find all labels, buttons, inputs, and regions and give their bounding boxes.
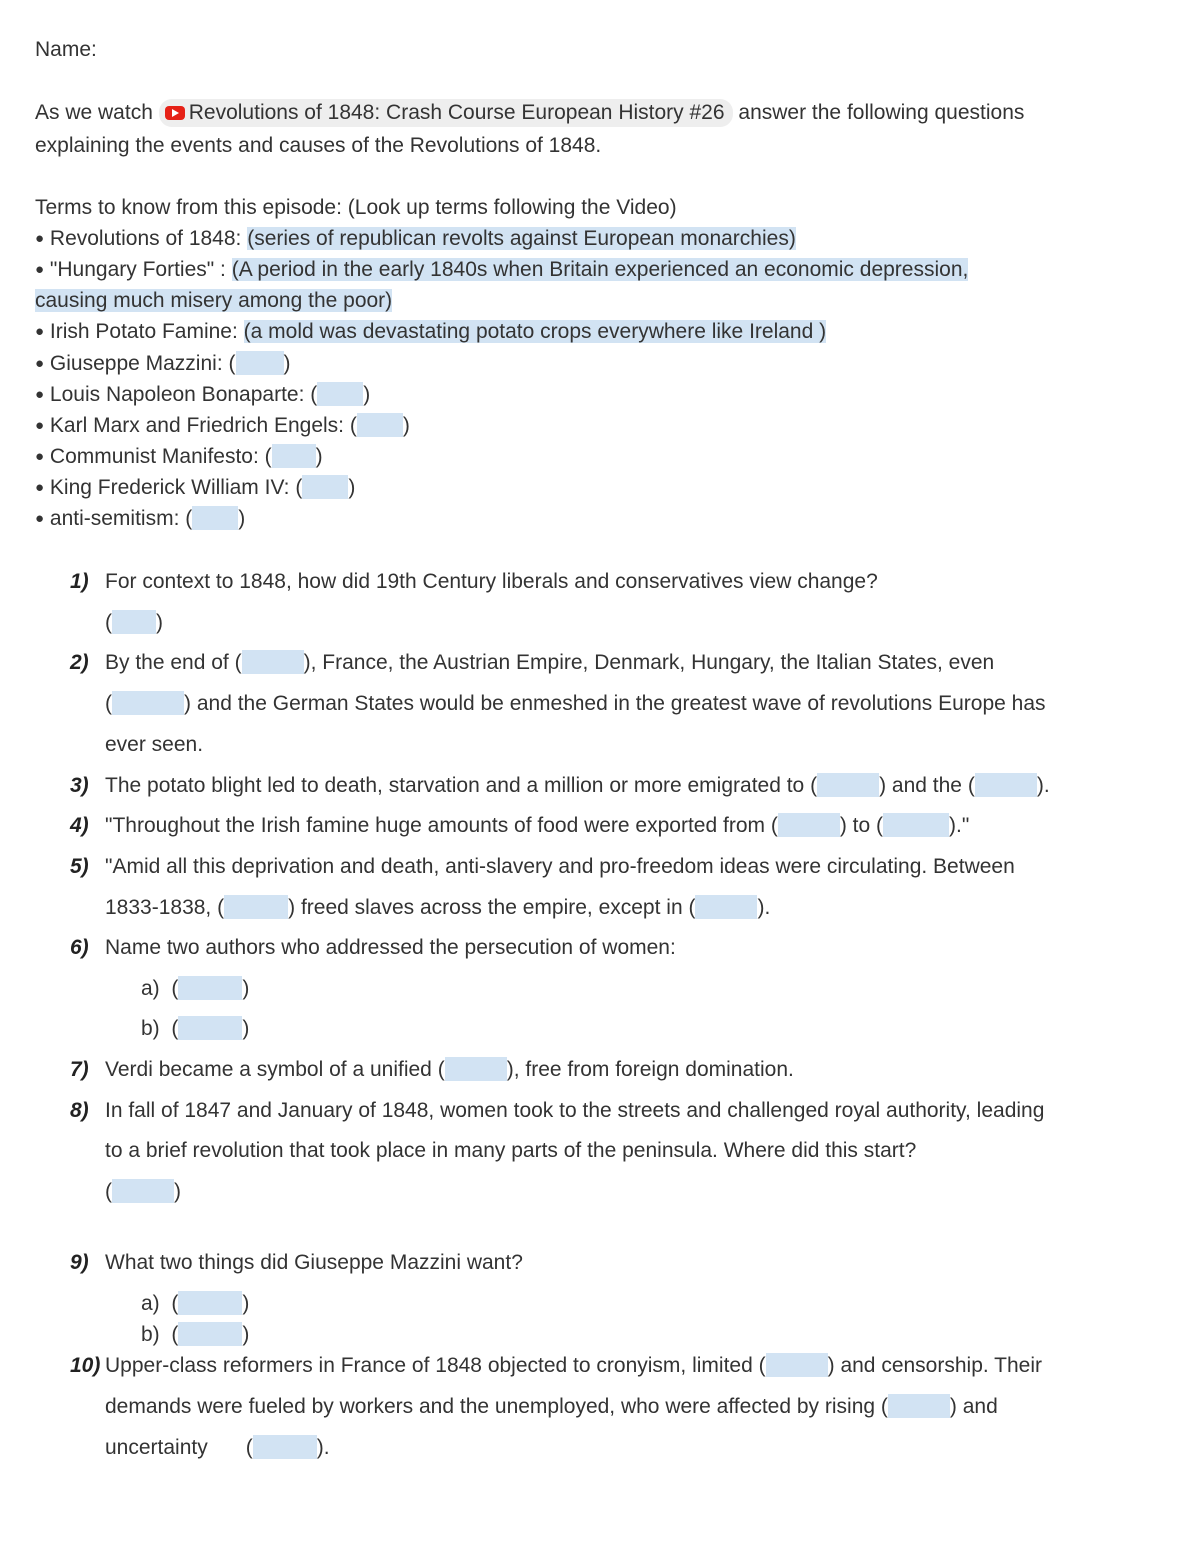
question-text: Verdi became a symbol of a unified bbox=[105, 1058, 438, 1081]
paren-open: ( bbox=[295, 476, 303, 499]
term-item bbox=[35, 475, 355, 501]
paren-close: ) bbox=[156, 611, 163, 634]
paren-open: ( bbox=[105, 611, 112, 634]
paren-open: ( bbox=[758, 1354, 766, 1377]
answer-blank[interactable] bbox=[357, 413, 403, 437]
bullet-icon: ● bbox=[35, 230, 45, 247]
question-number: 4) bbox=[70, 814, 89, 837]
answer-blank[interactable] bbox=[883, 813, 949, 837]
question-9-option-a bbox=[141, 1291, 249, 1317]
term-item bbox=[35, 257, 968, 283]
paren-close: ) bbox=[949, 814, 957, 837]
video-title[interactable]: Revolutions of 1848: Crash Course European History #26 bbox=[188, 101, 725, 124]
name-label: Name: bbox=[35, 38, 97, 61]
paren-close: ) bbox=[242, 977, 250, 1000]
bullet-icon: ● bbox=[35, 417, 45, 434]
answer-blank[interactable] bbox=[695, 895, 757, 919]
question-number: 5) bbox=[70, 855, 89, 878]
answer-blank[interactable] bbox=[224, 895, 288, 919]
question-text: . bbox=[1043, 774, 1050, 797]
question-text: . bbox=[323, 1436, 330, 1459]
term-item bbox=[35, 319, 826, 345]
question-7-text bbox=[105, 1057, 794, 1083]
question-8-answer bbox=[105, 1179, 181, 1205]
answer-blank[interactable] bbox=[272, 444, 316, 468]
question-5-line-2 bbox=[105, 895, 770, 921]
term-item bbox=[35, 413, 410, 439]
paren-close: ) bbox=[949, 1395, 957, 1418]
term-label: Revolutions of 1848: bbox=[49, 227, 248, 250]
question-1-answer bbox=[105, 610, 163, 636]
bullet-icon: ● bbox=[35, 479, 45, 496]
paren-open: ( bbox=[810, 774, 818, 797]
question-10-line-3 bbox=[105, 1435, 330, 1461]
paren-close: ) bbox=[506, 1058, 514, 1081]
paren-open: ( bbox=[876, 814, 884, 837]
question-text: The potato blight led to death, starvation and a million or more emigrated to bbox=[105, 774, 811, 797]
bullet-icon: ● bbox=[35, 386, 45, 403]
question-number: 7) bbox=[70, 1058, 89, 1081]
answer-blank[interactable] bbox=[178, 1016, 242, 1040]
paren-close: ) bbox=[402, 414, 410, 437]
paren-close: ) bbox=[827, 1354, 835, 1377]
paren-open: ( bbox=[245, 1436, 253, 1459]
paren-open: ( bbox=[349, 414, 357, 437]
paren-close: ) bbox=[1036, 774, 1044, 797]
intro-line-2: explaining the events and causes of the Revolutions of 1848. bbox=[35, 134, 602, 157]
question-text: 1833-1838, bbox=[105, 896, 218, 919]
paren-open: ( bbox=[437, 1058, 445, 1081]
paren-open: ( bbox=[967, 774, 975, 797]
question-text: , France, the Austrian Empire, Denmark, Hungary, the Italian States, even bbox=[310, 651, 995, 674]
term-item bbox=[35, 506, 245, 532]
question-text: ." bbox=[956, 814, 970, 837]
question-number: 10) bbox=[70, 1354, 101, 1377]
answer-blank[interactable] bbox=[192, 506, 238, 530]
intro-prefix: As we watch bbox=[35, 101, 153, 124]
term-answer[interactable]: (series of republican revolts against European monarchies) bbox=[247, 227, 796, 250]
paren-close: ) bbox=[839, 814, 847, 837]
question-8-line-1: In fall of 1847 and January of 1848, women took to the streets and challenged royal authority, leading bbox=[105, 1099, 1045, 1122]
terms-heading: Terms to know from this episode: (Look up terms following the Video) bbox=[35, 196, 677, 219]
paren-open: ( bbox=[770, 814, 778, 837]
answer-blank[interactable] bbox=[242, 650, 304, 674]
paren-close: ) bbox=[288, 896, 296, 919]
question-3-text bbox=[105, 773, 1050, 799]
answer-blank[interactable] bbox=[178, 1322, 242, 1346]
answer-blank[interactable] bbox=[178, 976, 242, 1000]
question-text: Upper-class reformers in France of 1848 objected to cronyism, limited bbox=[105, 1354, 759, 1377]
bullet-icon: ● bbox=[35, 323, 45, 340]
question-6-text: Name two authors who addressed the persecution of women: bbox=[105, 936, 676, 959]
question-number: 1) bbox=[70, 570, 89, 593]
question-text: and bbox=[956, 1395, 998, 1418]
question-text: and the bbox=[886, 774, 968, 797]
intro-suffix: answer the following questions bbox=[738, 101, 1025, 124]
question-6-option-b bbox=[141, 1016, 249, 1042]
question-text: demands were fueled by workers and the unemployed, who were affected by rising bbox=[105, 1395, 881, 1418]
question-text: , free from foreign domination. bbox=[513, 1058, 794, 1081]
question-2-line-1 bbox=[105, 650, 994, 676]
term-label: King Frederick William IV: bbox=[49, 476, 296, 499]
question-number: 2) bbox=[70, 651, 89, 674]
question-text: . bbox=[764, 896, 771, 919]
answer-blank[interactable] bbox=[302, 475, 348, 499]
answer-blank[interactable] bbox=[766, 1353, 828, 1377]
question-text: to bbox=[846, 814, 877, 837]
option-label: b) bbox=[141, 1323, 160, 1346]
paren-close: ) bbox=[174, 1180, 181, 1203]
question-9-text: What two things did Giuseppe Mazzini want? bbox=[105, 1251, 523, 1274]
answer-blank[interactable] bbox=[112, 1179, 174, 1203]
question-text: "Throughout the Irish famine huge amounts of food were exported from bbox=[105, 814, 771, 837]
answer-blank[interactable] bbox=[778, 813, 840, 837]
term-answer-continued bbox=[35, 288, 392, 314]
question-text: uncertainty bbox=[105, 1436, 208, 1459]
paren-open: ( bbox=[105, 692, 112, 715]
question-text: freed slaves across the empire, except in bbox=[295, 896, 689, 919]
paren-open: ( bbox=[688, 896, 696, 919]
term-item bbox=[35, 382, 370, 408]
term-item bbox=[35, 226, 796, 252]
question-10-line-1 bbox=[105, 1353, 1042, 1379]
paren-open: ( bbox=[234, 651, 242, 674]
term-label: Karl Marx and Friedrich Engels: bbox=[49, 414, 350, 437]
answer-blank[interactable] bbox=[445, 1057, 507, 1081]
term-answer[interactable]: (a mold was devastating potato crops everywhere like Ireland ) bbox=[243, 320, 827, 343]
term-label: Louis Napoleon Bonaparte: bbox=[49, 383, 311, 406]
paren-open: ( bbox=[228, 352, 236, 375]
term-label: Irish Potato Famine: bbox=[49, 320, 244, 343]
question-number: 8) bbox=[70, 1099, 89, 1122]
answer-blank[interactable] bbox=[178, 1291, 242, 1315]
question-5-line-1: "Amid all this deprivation and death, anti-slavery and pro-freedom ideas were circulating. Between bbox=[105, 855, 1015, 878]
paren-open: ( bbox=[171, 1292, 179, 1315]
answer-blank[interactable] bbox=[888, 1394, 950, 1418]
term-item bbox=[35, 444, 323, 470]
question-8-line-2: to a brief revolution that took place in many parts of the peninsula. Where did this start? bbox=[105, 1139, 917, 1162]
paren-close: ) bbox=[348, 476, 356, 499]
paren-open: ( bbox=[171, 977, 179, 1000]
answer-blank[interactable] bbox=[317, 382, 363, 406]
paren-close: ) bbox=[303, 651, 311, 674]
paren-close: ) bbox=[315, 445, 323, 468]
question-number: 6) bbox=[70, 936, 89, 959]
paren-close: ) bbox=[242, 1292, 250, 1315]
term-label: "Hungary Forties" : bbox=[49, 258, 232, 281]
paren-close: ) bbox=[363, 383, 371, 406]
intro-line-1 bbox=[35, 99, 1024, 127]
paren-close: ) bbox=[283, 352, 291, 375]
answer-blank[interactable] bbox=[236, 351, 284, 375]
question-text: and censorship. Their bbox=[834, 1354, 1043, 1377]
option-label: b) bbox=[141, 1017, 160, 1040]
answer-blank[interactable] bbox=[253, 1435, 317, 1459]
term-answer[interactable]: (A period in the early 1840s when Britain experienced an economic depression, bbox=[231, 258, 969, 281]
paren-open: ( bbox=[264, 445, 272, 468]
term-label: anti-semitism: bbox=[49, 507, 186, 530]
answer-blank[interactable] bbox=[817, 773, 879, 797]
paren-open: ( bbox=[217, 896, 225, 919]
bullet-icon: ● bbox=[35, 355, 45, 372]
paren-open: ( bbox=[171, 1323, 179, 1346]
paren-open: ( bbox=[105, 1180, 112, 1203]
paren-close: ) bbox=[184, 692, 191, 715]
answer-blank[interactable] bbox=[112, 691, 184, 715]
paren-open: ( bbox=[171, 1017, 179, 1040]
question-number: 9) bbox=[70, 1251, 89, 1274]
paren-close: ) bbox=[757, 896, 765, 919]
paren-open: ( bbox=[185, 507, 193, 530]
paren-open: ( bbox=[880, 1395, 888, 1418]
paren-close: ) bbox=[316, 1436, 324, 1459]
term-label: Communist Manifesto: bbox=[49, 445, 265, 468]
question-6-option-a bbox=[141, 976, 249, 1002]
term-label: Giuseppe Mazzini: bbox=[49, 352, 229, 375]
video-link-chip[interactable] bbox=[159, 99, 733, 127]
paren-open: ( bbox=[310, 383, 318, 406]
question-9-option-b bbox=[141, 1322, 249, 1348]
bullet-icon: ● bbox=[35, 510, 45, 527]
paren-close: ) bbox=[238, 507, 246, 530]
question-2-line-2 bbox=[105, 691, 1046, 717]
option-label: a) bbox=[141, 977, 160, 1000]
answer-blank[interactable] bbox=[975, 773, 1037, 797]
answer-blank[interactable] bbox=[112, 610, 156, 634]
question-4-text bbox=[105, 813, 969, 839]
paren-close: ) bbox=[242, 1323, 250, 1346]
youtube-icon bbox=[165, 106, 185, 120]
question-text: By the end of bbox=[105, 651, 235, 674]
bullet-icon: ● bbox=[35, 448, 45, 465]
question-text: and the German States would be enmeshed in the greatest wave of revolutions Europe has bbox=[191, 692, 1046, 715]
paren-close: ) bbox=[879, 774, 887, 797]
question-number: 3) bbox=[70, 774, 89, 797]
question-10-line-2 bbox=[105, 1394, 998, 1420]
paren-close: ) bbox=[242, 1017, 250, 1040]
bullet-icon: ● bbox=[35, 261, 45, 278]
term-answer[interactable]: causing much misery among the poor) bbox=[35, 289, 393, 312]
question-1-text: For context to 1848, how did 19th Century liberals and conservatives view change? bbox=[105, 570, 878, 593]
option-label: a) bbox=[141, 1292, 160, 1315]
term-item bbox=[35, 351, 291, 377]
question-2-line-3: ever seen. bbox=[105, 733, 204, 756]
